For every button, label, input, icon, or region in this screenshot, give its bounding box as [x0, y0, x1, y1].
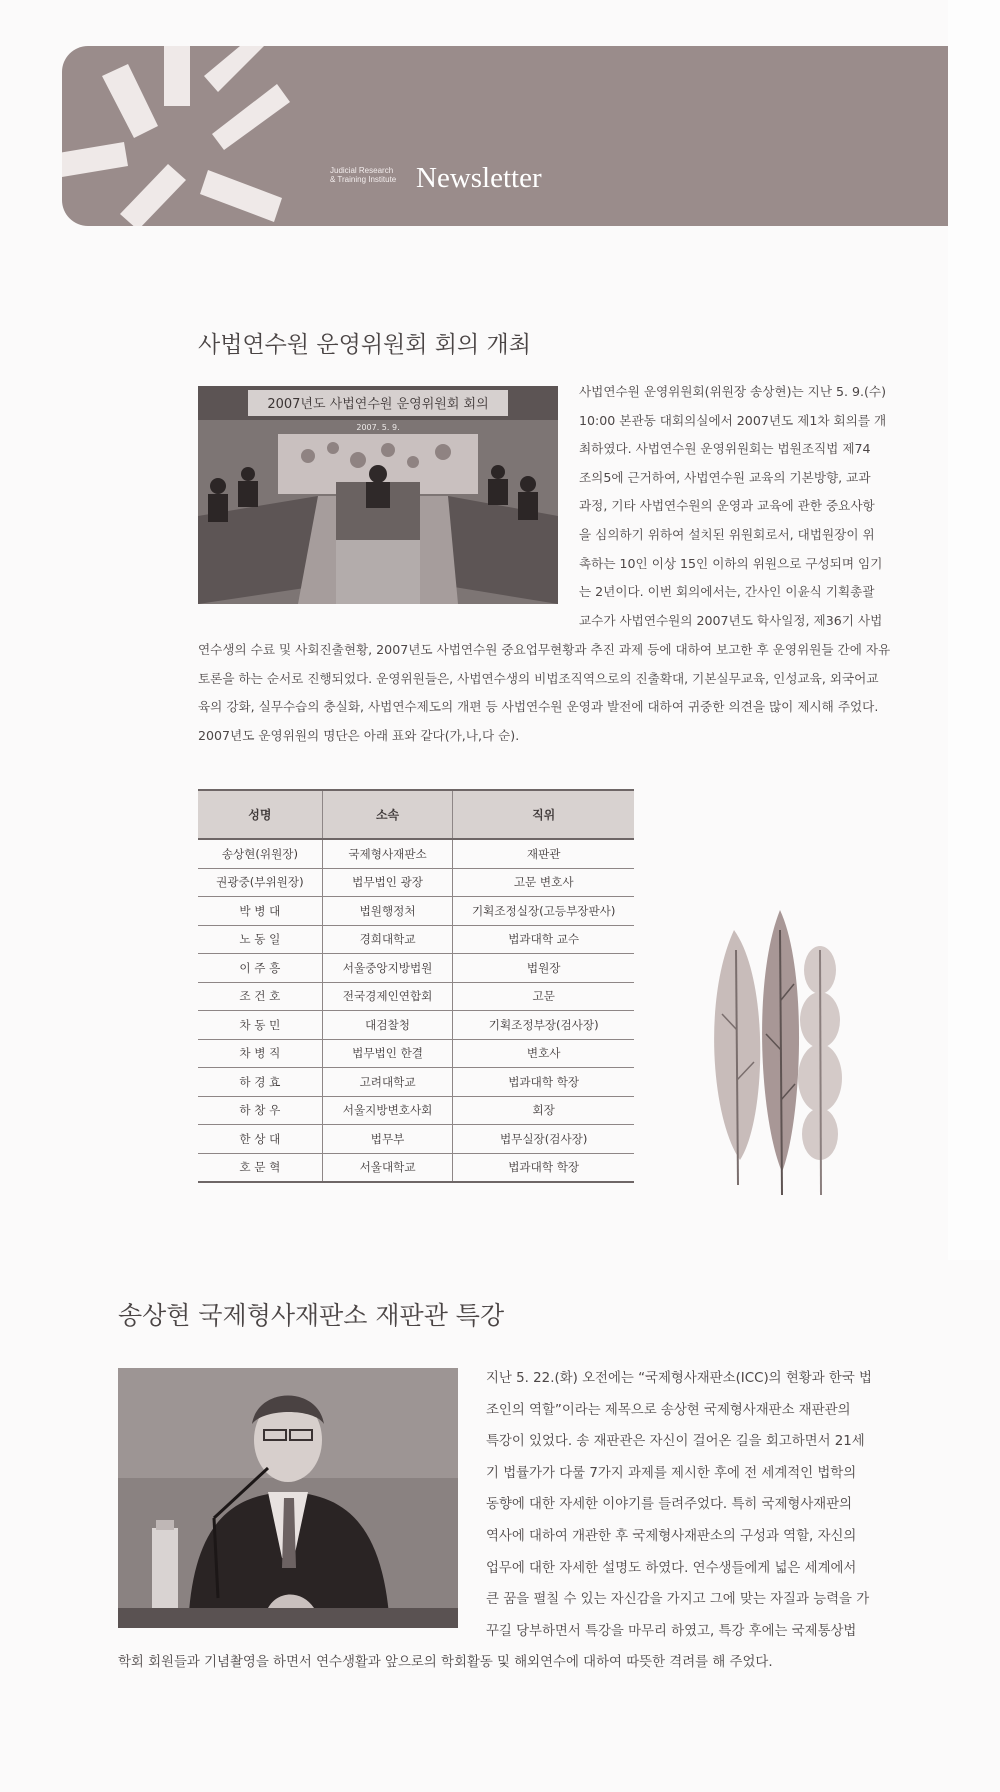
table-row: [198, 897, 634, 926]
member-affiliation-cell: 법원행정처: [322, 897, 453, 926]
member-position-cell: 법무실장(검사장): [453, 1125, 634, 1154]
date-text-in-photo: 2007. 5. 9.: [356, 423, 400, 432]
member-affiliation-cell: 서울중앙지방법원: [322, 954, 453, 983]
member-name-cell: 조 건 호: [198, 982, 322, 1011]
member-affiliation-cell: 서울대학교: [322, 1153, 453, 1182]
member-position-cell: 고문: [453, 982, 634, 1011]
member-affiliation-cell: 경희대학교: [322, 925, 453, 954]
member-position-cell: 고문 변호사: [453, 868, 634, 897]
member-name-cell: 차 병 직: [198, 1039, 322, 1068]
member-name-cell: 송상현(위원장): [198, 839, 322, 868]
member-position-cell: 법과대학 학장: [453, 1153, 634, 1182]
member-name-cell: 차 동 민: [198, 1011, 322, 1040]
member-position-cell: 법원장: [453, 954, 634, 983]
member-name-cell: 한 상 대: [198, 1125, 322, 1154]
banner-text-in-photo: 2007년도 사법연수원 운영위원회 회의: [267, 397, 489, 412]
table-row: [198, 982, 634, 1011]
member-affiliation-cell: 국제형사재판소: [322, 839, 453, 868]
member-position-cell: 회장: [453, 1096, 634, 1125]
meeting-photo: [198, 386, 558, 604]
article1-body-full-width: 연수생의 수료 및 사회진출현황, 2007년도 사법연수원 중요업무현황과 추진 과제 등에 대하여 보고한 후 운영위원들 간에 자유 토론을 하는 순서로 진행되었다. 운영위원들은, 사법연수생의 비법조직역으로의 진출확대, 기본실무교육, 인성교육, 외국어교 육의 강화, 실무수습의 충실화, 사법연수제도의 개편 등 사법연수원 운영과 발전에 대하여 귀중한 의견을 많이 제시해 주었다. 2007년도 운영위원의 명단은 아래 표와 같다(가,나,다 순).: [198, 642, 891, 743]
header-affiliation: 소속: [322, 790, 453, 839]
newsletter-banner: [62, 46, 948, 226]
member-position-cell: 법과대학 학장: [453, 1068, 634, 1097]
article1-title: 사법연수원 운영위원회 회의 개최: [198, 332, 531, 358]
committee-members-table: [198, 789, 634, 1183]
page-edge: [948, 0, 1000, 1260]
member-position-cell: 법과대학 교수: [453, 925, 634, 954]
member-name-cell: 권광중(부위원장): [198, 868, 322, 897]
newsletter-title: Newsletter: [416, 162, 542, 194]
table-row: [198, 1011, 634, 1040]
member-position-cell: 변호사: [453, 1039, 634, 1068]
table-row: [198, 1039, 634, 1068]
table-row: [198, 839, 634, 868]
sunburst-logo-icon: [62, 46, 948, 226]
table-row: [198, 1096, 634, 1125]
article2-body-column: 지난 5. 22.(화) 오전에는 “국제형사재판소(ICC)의 현황과 한국 법 조인의 역할”이라는 제목으로 송상현 국제형사재판소 재판관의 특강이 있었다. 송 재판관은 자신이 걸어온 길을 회고하면서 21세 기 법률가가 다룰 7가지 과제를 제시한 후에 전 세계적인 법학의 동향에 대한 자세한 이야기를 들려주었다. 특히 국제형사재판의 역사에 대하여 개관한 후 국제형사재판소의 구성과 역할, 자신의 업무에 대한 자세한 설명도 하였다. 연수생들에게 넓은 세계에서 큰 꿈을 펼칠 수 있는 자신감을 가지고 그에 맞는 자질과 능력을 가 꾸길 당부하면서 특강을 마무리 하였고, 특강 후에는 국제통상법: [486, 1371, 872, 1639]
member-affiliation-cell: 법무법인 한결: [322, 1039, 453, 1068]
header-name: 성명: [198, 790, 322, 839]
institute-line-2: & Training Institute: [330, 175, 397, 184]
table-row: [198, 1068, 634, 1097]
brand-block: [330, 162, 542, 194]
member-affiliation-cell: 서울지방변호사회: [322, 1096, 453, 1125]
table-row: [198, 1153, 634, 1182]
lecture-photo: [118, 1368, 458, 1628]
member-name-cell: 호 문 혁: [198, 1153, 322, 1182]
article2-body-full-width: 학회 회원들과 기념촬영을 하면서 연수생활과 앞으로의 학회활동 및 해외연수에 대하여 따뜻한 격려를 해 주었다.: [118, 1655, 773, 1670]
member-affiliation-cell: 대검찰청: [322, 1011, 453, 1040]
member-name-cell: 박 병 대: [198, 897, 322, 926]
member-name-cell: 하 창 우: [198, 1096, 322, 1125]
table-row: [198, 868, 634, 897]
table-row: [198, 1125, 634, 1154]
member-affiliation-cell: 고려대학교: [322, 1068, 453, 1097]
table-header-row: [198, 790, 634, 839]
header-position: 직위: [453, 790, 634, 839]
member-affiliation-cell: 법무부: [322, 1125, 453, 1154]
member-position-cell: 기획조정실장(고등부장판사): [453, 897, 634, 926]
member-name-cell: 하 경 효: [198, 1068, 322, 1097]
member-position-cell: 재판관: [453, 839, 634, 868]
member-name-cell: 노 동 일: [198, 925, 322, 954]
member-name-cell: 이 주 흥: [198, 954, 322, 983]
article2-title: 송상현 국제형사재판소 재판관 특강: [118, 1301, 505, 1330]
table-row: [198, 925, 634, 954]
member-affiliation-cell: 전국경제인연합회: [322, 982, 453, 1011]
trees-illustration-icon: [700, 910, 850, 1200]
article1-body-column: 사법연수원 운영위원회(위원장 송상현)는 지난 5. 9.(수) 10:00 본관동 대회의실에서 2007년도 제1차 회의를 개 최하였다. 사법연수원 운영위원회는 법원조직법 제74 조의5에 근거하여, 사법연수원 교육의 기본방향, 교과 과정, 기타 사법연수원의 운영과 교육에 관한 중요사항 을 심의하기 위하여 설치된 위원회로서, 대법원장이 위 촉하는 10인 이상 15인 이하의 위원으로 구성되며 임기 는 2년이다. 이번 회의에서는, 간사인 이윤식 기획총괄 교수가 사법연수원의 2007년도 학사일정, 제36기 사법: [579, 384, 887, 628]
member-affiliation-cell: 법무법인 광장: [322, 868, 453, 897]
institute-line-1: Judicial Research: [330, 166, 394, 175]
table-row: [198, 954, 634, 983]
member-position-cell: 기획조정부장(검사장): [453, 1011, 634, 1040]
